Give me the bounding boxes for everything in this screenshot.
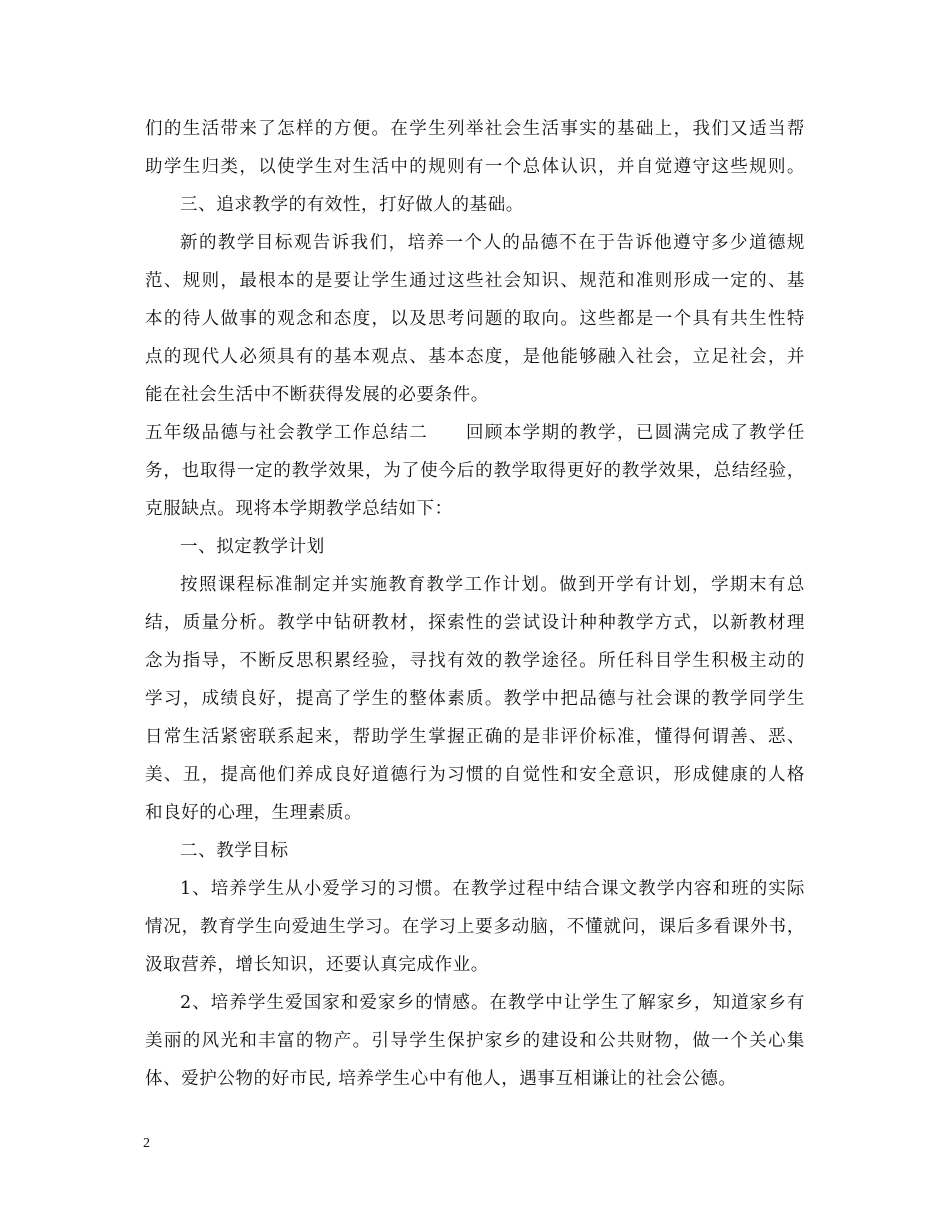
text-line: 助学生归类，以使学生对生活中的规则有一个总体认识，并自觉遵守这些规则。 bbox=[145, 157, 805, 177]
page-number: 2 bbox=[143, 1136, 150, 1151]
paragraph-first-line: 新的教学目标观告诉我们，培养一个人的品德不在于告诉他遵守多少道德规 bbox=[180, 233, 805, 253]
text-line: 体、爱护公物的好市民, 培养学生心中有他人，遇事互相谦让的社会公德。 bbox=[145, 1069, 737, 1089]
text-line: 能在社会生活中不断获得发展的必要条件。 bbox=[145, 385, 489, 405]
section-heading: 一、拟定教学计划 bbox=[180, 537, 325, 557]
paragraph-first-line: 1、培养学生从小爱学习的习惯。在教学过程中结合课文教学内容和班的实际 bbox=[180, 879, 805, 899]
text-line: 范、规则，最根本的是要让学生通过这些社会知识、规范和准则形成一定的、基 bbox=[145, 271, 805, 291]
text-line: 念为指导，不断反思积累经验，寻找有效的教学途径。所任科目学生积极主动的 bbox=[145, 651, 805, 671]
text-line: 结，质量分析。教学中钻研教材，探索性的尝试设计种种教学方式，以新教材理 bbox=[145, 613, 805, 633]
text-line: 日常生活紧密联系起来，帮助学生掌握正确的是非评价标准，懂得何谓善、恶、 bbox=[145, 727, 805, 747]
text-line: 美、丑，提高他们养成良好道德行为习惯的自觉性和安全意识，形成健康的人格 bbox=[145, 765, 805, 785]
text-line: 情况，教育学生向爱迪生学习。在学习上要多动脑，不懂就问，课后多看课外书， bbox=[145, 917, 805, 937]
text-line: 务，也取得一定的教学效果，为了使今后的教学取得更好的教学效果，总结经验， bbox=[145, 461, 805, 481]
section-heading: 三、追求教学的有效性，打好做人的基础。 bbox=[180, 195, 524, 215]
paragraph-first-line: 按照课程标准制定并实施教育教学工作计划。做到开学有计划，学期末有总 bbox=[180, 575, 805, 595]
text-line: 克服缺点。现将本学期教学总结如下： bbox=[145, 499, 453, 519]
text-line: 们的生活带来了怎样的方便。在学生列举社会生活事实的基础上，我们又适当帮 bbox=[145, 119, 805, 139]
text-line: 点的现代人必须具有的基本观点、基本态度，是他能够融入社会，立足社会，并 bbox=[145, 347, 805, 367]
paragraph-first-line: 2、培养学生爱国家和爱家乡的情感。在教学中让学生了解家乡，知道家乡有 bbox=[180, 993, 805, 1013]
section-heading: 二、教学目标 bbox=[180, 841, 289, 861]
text-line: 本的待人做事的观念和态度，以及思考问题的取向。这些都是一个具有共生性特 bbox=[145, 309, 805, 329]
section-title-line: 五年级品德与社会教学工作总结二 回顾本学期的教学，已圆满完成了教学任 bbox=[145, 423, 805, 443]
text-line: 汲取营养，增长知识，还要认真完成作业。 bbox=[145, 955, 489, 975]
text-line: 和良好的心理，生理素质。 bbox=[145, 803, 363, 823]
text-line: 学习，成绩良好，提高了学生的整体素质。教学中把品德与社会课的教学同学生 bbox=[145, 689, 805, 709]
text-line: 美丽的风光和丰富的物产。引导学生保护家乡的建设和公共财物，做一个关心集 bbox=[145, 1031, 805, 1051]
